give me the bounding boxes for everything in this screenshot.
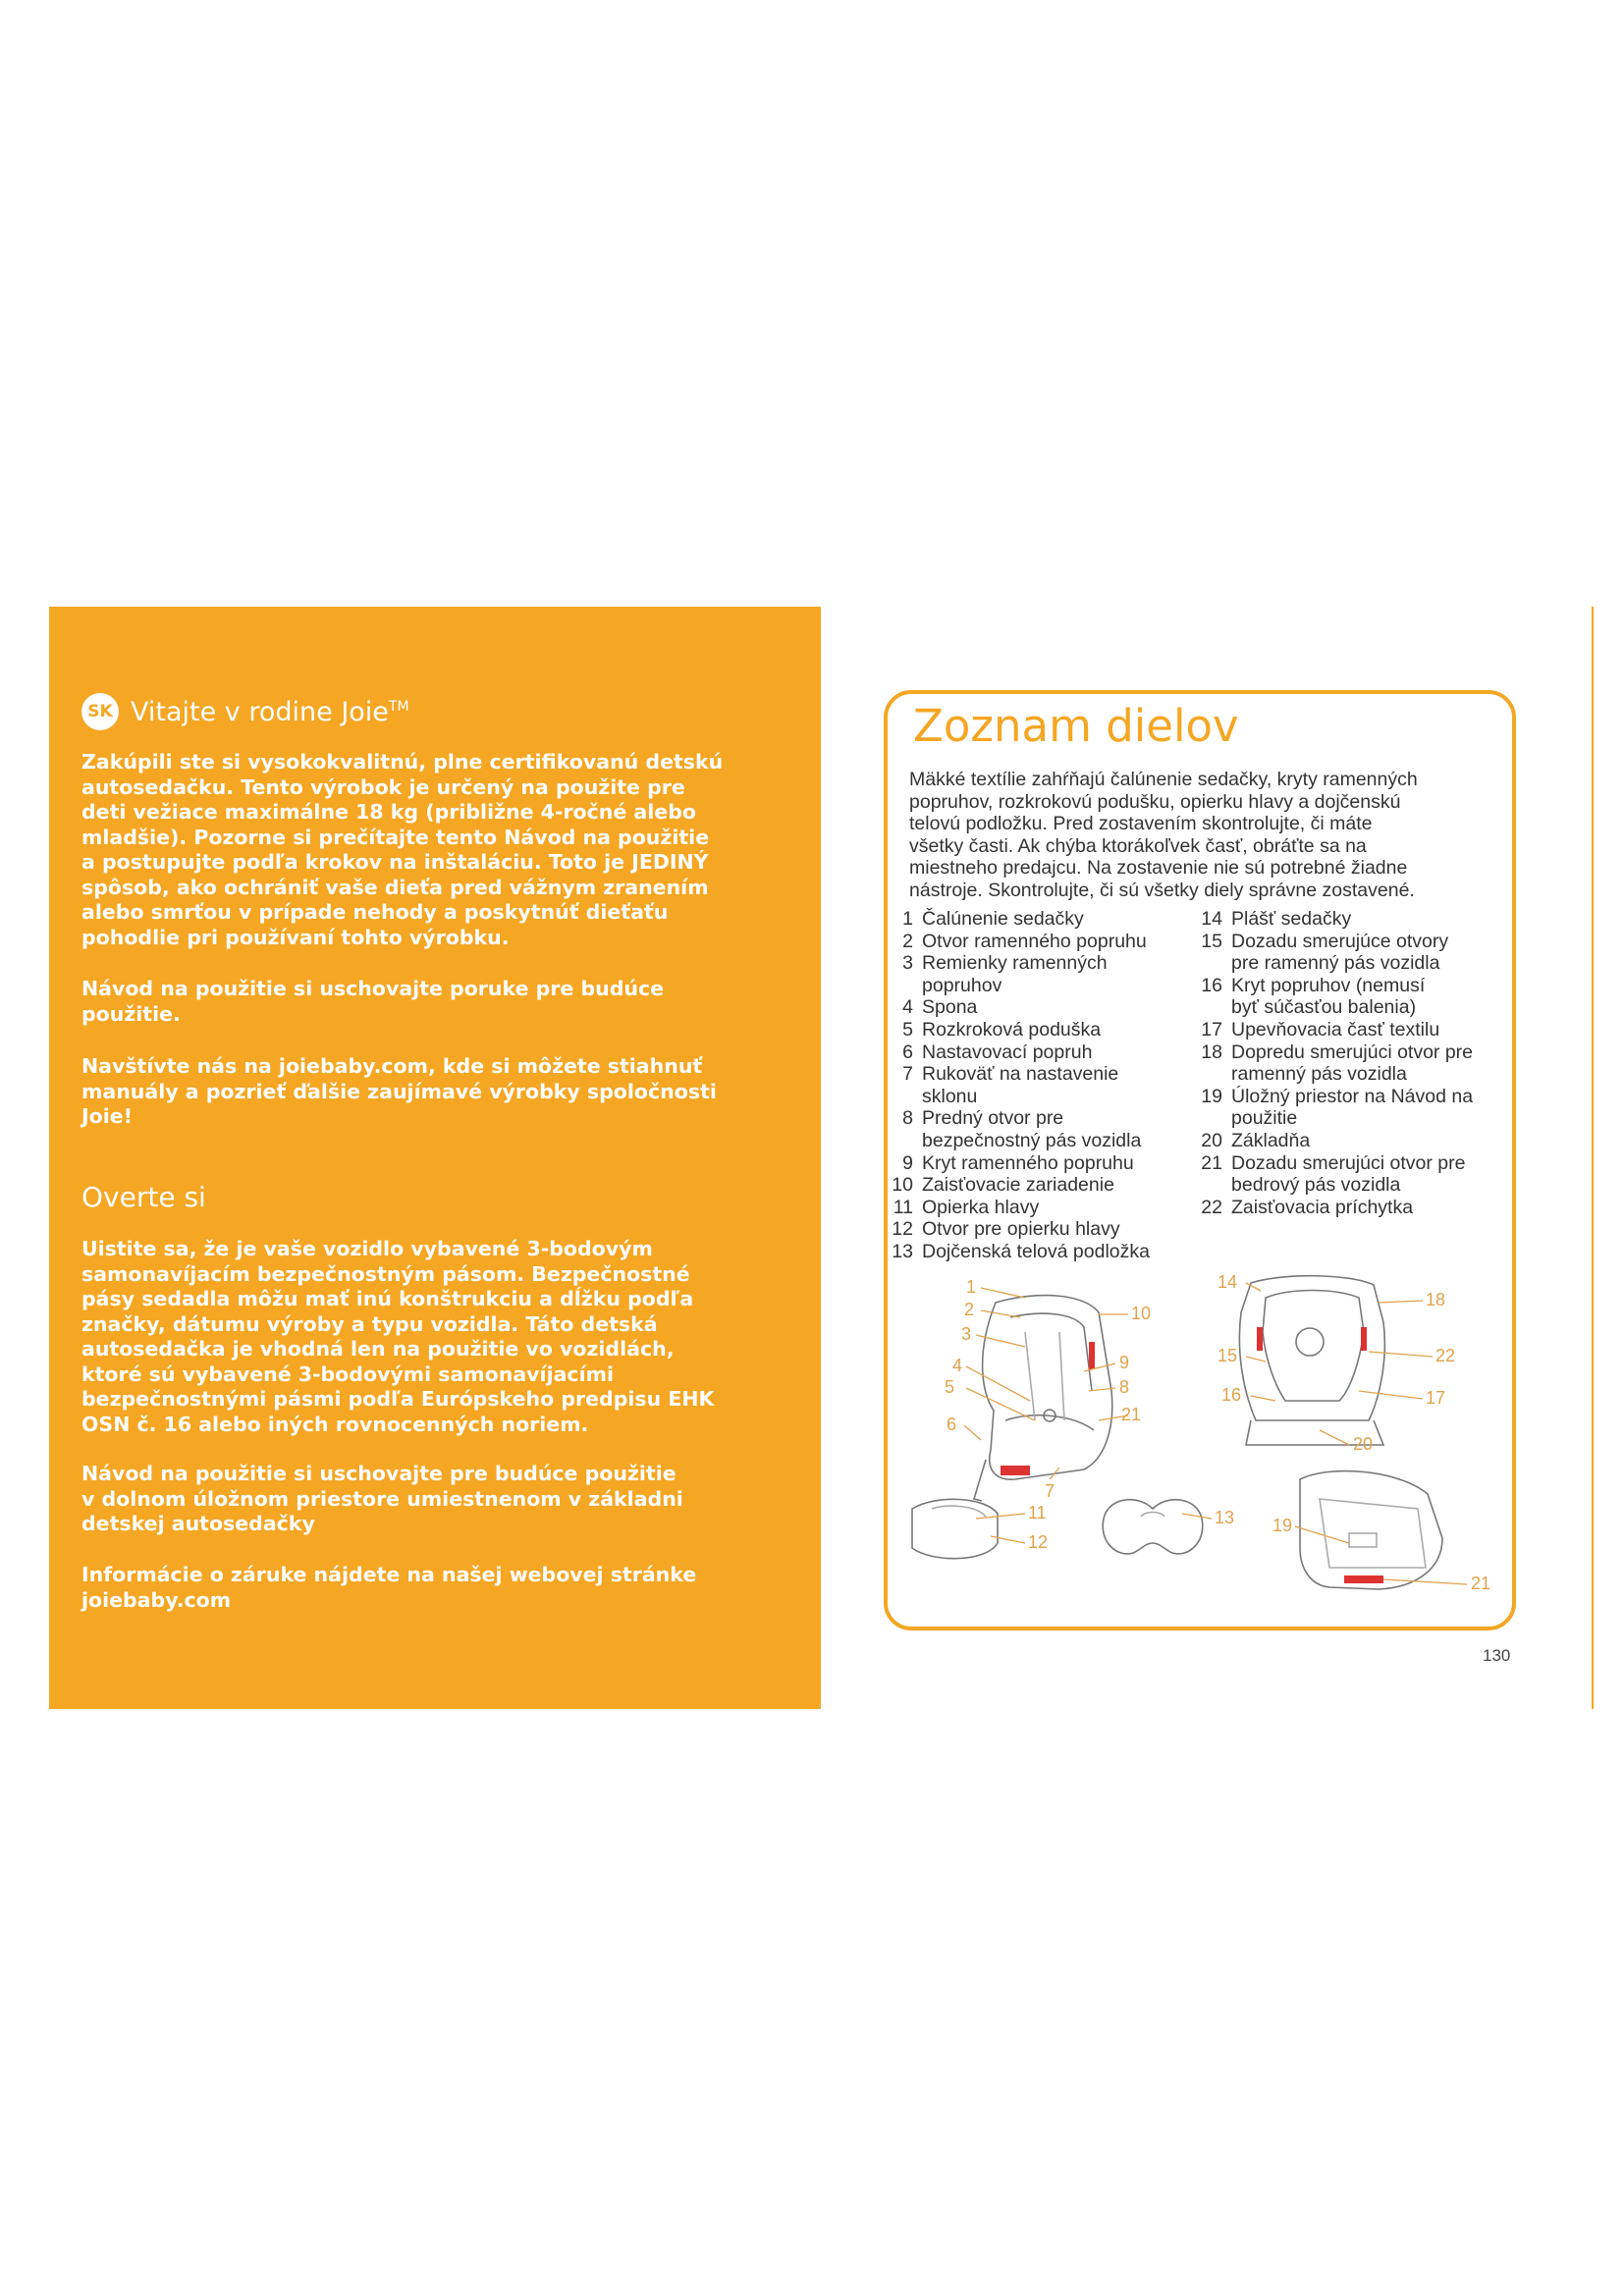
list-item: 2 Otvor ramenného popruhu bbox=[902, 930, 1147, 952]
language-badge: SK bbox=[81, 693, 119, 730]
visit-line: Joie! bbox=[81, 1104, 133, 1128]
list-item: 7 Rukoväť na nastavenie sklonu bbox=[902, 1063, 1119, 1107]
callout-numbers bbox=[945, 1273, 1490, 1593]
list-item: 3 Remienky ramenných popruhov bbox=[902, 952, 1108, 996]
storage-line: v dolnom úložnom priestore umiestnenom v základni bbox=[81, 1486, 683, 1511]
base-illustration bbox=[1300, 1471, 1442, 1589]
list-item: 9 Kryt ramenného popruhu bbox=[902, 1151, 1134, 1174]
callout-label: 11 bbox=[1028, 1503, 1047, 1522]
keep-note-line: Návod na použitie si uschovajte poruke pre budúce bbox=[81, 977, 665, 1000]
intro-line: pohodlie pri používaní tohto výrobku. bbox=[81, 925, 510, 949]
check-line: autosedačka je vhodná len na použitie vo vozidlách, bbox=[81, 1337, 675, 1361]
warranty-line: Informácie o záruke nájdete na našej webovej stránke bbox=[81, 1563, 697, 1586]
parts-intro-line: miestneho predajcu. Na zostavenie nie sú potrebné žiadne bbox=[909, 857, 1408, 879]
list-item: 12 Otvor pre opierku hlavy bbox=[892, 1218, 1120, 1241]
callout-label: 9 bbox=[1119, 1353, 1130, 1372]
list-item: 6 Nastavovací popruh bbox=[902, 1041, 1093, 1063]
parts-intro-line: telovú podložku. Pred zostavením skontrolujte, či máte bbox=[909, 813, 1373, 834]
callout-label: 19 bbox=[1272, 1516, 1293, 1535]
intro-line: mladšie). Pozorne si prečítajte tento Návod na použitie bbox=[81, 825, 710, 849]
check-line: Uistite sa, že je vaše vozidlo vybavené 3-bodovým bbox=[81, 1237, 653, 1260]
list-item: 20 Základňa bbox=[1201, 1129, 1311, 1151]
keep-note-line: použitie. bbox=[81, 1001, 181, 1026]
callout-label: 22 bbox=[1435, 1346, 1456, 1365]
callout-label: 10 bbox=[1131, 1304, 1152, 1323]
check-line: ktoré sú vybavené 3-bodovými samonavíjacími bbox=[81, 1362, 614, 1386]
check-line: značky, dátumu výroby a typu vozidla. Táto detská bbox=[81, 1311, 658, 1336]
callout-label: 3 bbox=[961, 1324, 972, 1344]
list-item: 13 Dojčenská telová podložka bbox=[892, 1240, 1150, 1262]
list-item: 15 Dozadu smerujúce otvory pre ramenný pás vozidla bbox=[1201, 930, 1449, 975]
parts-intro bbox=[909, 769, 1494, 901]
headrest-illustration bbox=[912, 1499, 998, 1558]
callout-label: 13 bbox=[1215, 1508, 1235, 1527]
callout-label: 2 bbox=[964, 1300, 975, 1319]
check-line: samonavíjacím bezpečnostným pásom. Bezpečnostné bbox=[81, 1261, 690, 1286]
trademark: TM bbox=[388, 698, 409, 715]
list-item: 17 Upevňovacia časť textilu bbox=[1201, 1018, 1440, 1041]
callout-label: 18 bbox=[1426, 1290, 1446, 1309]
seat-side-view-illustration bbox=[974, 1296, 1112, 1501]
car-seat-diagram bbox=[888, 1273, 1512, 1617]
check-line: pásy sedadla môžu mať inú konštrukciu a dĺžku podľa bbox=[81, 1287, 694, 1310]
parts-list-right bbox=[1197, 908, 1501, 1218]
list-item: 19 Úložný priestor na Návod na použitie bbox=[1201, 1085, 1474, 1130]
intro-line: autosedačku. Tento výrobok je určený na použite pre bbox=[81, 774, 685, 799]
list-item: 5 Rozkroková poduška bbox=[902, 1018, 1102, 1041]
callout-label: 14 bbox=[1218, 1273, 1238, 1292]
parts-intro-line: popruhov, rozkrokovú podušku, opierku hlavy a dojčenskú bbox=[909, 790, 1401, 813]
callout-label: 6 bbox=[947, 1415, 957, 1434]
storage-line: detskej autosedačky bbox=[81, 1512, 315, 1535]
callout-label: 15 bbox=[1218, 1346, 1238, 1365]
parts-list-left bbox=[888, 908, 1182, 1263]
callout-label: 8 bbox=[1119, 1377, 1130, 1397]
list-item: 1 Čalúnenie sedačky bbox=[902, 908, 1084, 930]
warranty-line: joiebaby.com bbox=[81, 1587, 232, 1612]
callout-label: 17 bbox=[1426, 1388, 1446, 1408]
parts-list-box bbox=[884, 690, 1516, 1630]
intro-line: a postupujte podľa krokov na inštaláciu. Toto je JEDINÝ bbox=[81, 850, 709, 874]
visit-line: manuály a pozrieť ďalšie zaujímavé výrobky spoločnosti bbox=[81, 1079, 717, 1103]
list-item: 21 Dozadu smerujúci otvor pre bedrový pás vozidla bbox=[1201, 1151, 1466, 1197]
callout-label: 7 bbox=[1045, 1481, 1056, 1501]
intro-line: alebo smrťou v prípade nehody a poskytnúť dieťaťu bbox=[81, 900, 669, 924]
list-item: 11 Opierka hlavy bbox=[893, 1196, 1040, 1218]
parts-intro-line: Mäkké textílie zahŕňajú čalúnenie sedačky, kryty ramenných bbox=[909, 769, 1418, 790]
check-heading: Overte si bbox=[81, 1181, 206, 1213]
list-item: 14 Plášť sedačky bbox=[1201, 908, 1352, 930]
parts-intro-line: všetky časti. Ak chýba ktorákoľvek časť, obráťte sa na bbox=[909, 834, 1367, 857]
storage-line: Návod na použitie si uschovajte pre budúce použitie bbox=[81, 1462, 677, 1485]
list-item: 16 Kryt popruhov (nemusí byť súčasťou balenia) bbox=[1201, 974, 1426, 1019]
callout-label: 21 bbox=[1471, 1574, 1491, 1593]
callout-label: 4 bbox=[952, 1356, 963, 1375]
intro-line: Zakúpili ste si vysokokvalitnú, plne certifikovanú detskú bbox=[81, 750, 724, 774]
list-item: 8 Predný otvor pre bezpečnostný pás vozidla bbox=[902, 1107, 1142, 1151]
infant-pad-illustration bbox=[1103, 1500, 1203, 1554]
callout-label: 21 bbox=[1121, 1405, 1142, 1424]
callout-label: 5 bbox=[945, 1377, 955, 1397]
page-number: 130 bbox=[1483, 1646, 1511, 1665]
list-item: 22 Zaisťovacia príchytka bbox=[1201, 1196, 1414, 1218]
list-item: 10 Zaisťovacie zariadenie bbox=[892, 1174, 1114, 1197]
callout-label: 1 bbox=[966, 1277, 977, 1297]
intro-line: deti vežiace maximálne 18 kg (približne 4-ročné alebo bbox=[81, 800, 696, 824]
intro-line: spôsob, ako ochrániť vaše dieťa pred vážnym zranením bbox=[81, 875, 709, 899]
parts-title: Zoznam dielov bbox=[913, 700, 1239, 752]
callout-label: 12 bbox=[1028, 1532, 1049, 1552]
list-item: 4 Spona bbox=[902, 996, 978, 1019]
visit-line: Navštívte nás na joiebaby.com, kde si môžete stiahnuť bbox=[81, 1054, 703, 1078]
check-line: OSN č. 16 alebo iných rovnocenných noriem. bbox=[81, 1412, 589, 1436]
page-edge-line bbox=[1592, 607, 1594, 1709]
callout-label: 16 bbox=[1221, 1385, 1242, 1405]
callout-label: 20 bbox=[1353, 1434, 1374, 1454]
check-line: bezpečnostnými pásmi podľa Európskeho predpisu EHK bbox=[81, 1387, 715, 1411]
list-item: 18 Dopredu smerujúci otvor pre ramenný pás vozidla bbox=[1201, 1041, 1474, 1086]
welcome-title: Vitajte v rodine Joie bbox=[131, 696, 389, 727]
parts-intro-line: nástroje. Skontrolujte, či sú všetky diely správne zostavené. bbox=[909, 879, 1415, 901]
